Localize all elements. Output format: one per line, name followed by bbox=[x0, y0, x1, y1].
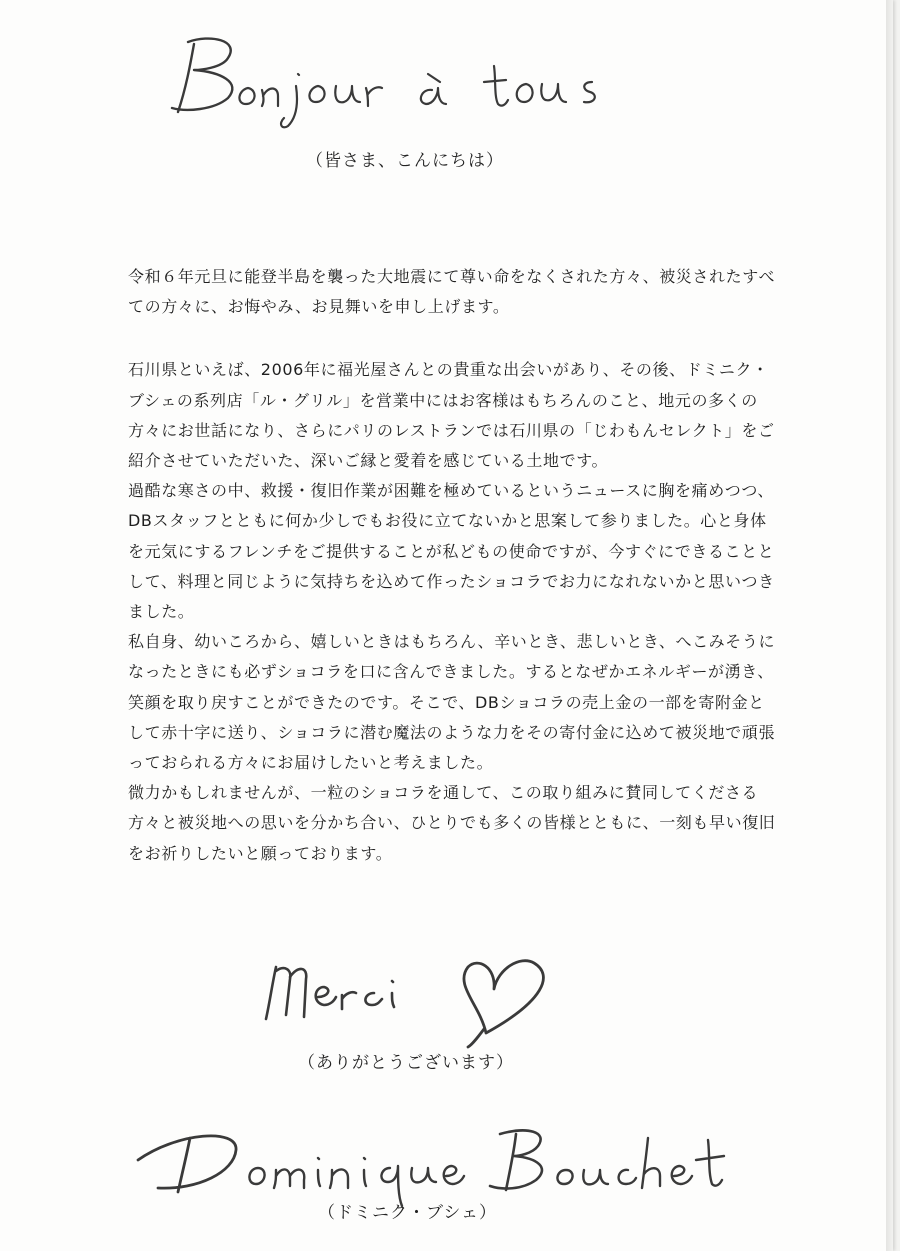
letter-body bbox=[128, 262, 778, 869]
thanks-translation: （ありがとうございます） bbox=[298, 1053, 514, 1073]
paragraph-chocolat-idea: 過酷な寒さの中、救援・復旧作業が困難を極めているというニュースに胸を痛めつつ、DBスタッフとともに何か少しでもお役に立てないかと思案して参りました。心と身体を元気にするフレンチをご提供することが私どもの使命ですが、今すぐにできることとして、料理と同じように気持ちを込めて作ったショコラでお力になれないかと思いつきました。 bbox=[128, 481, 775, 622]
paragraph-condolence: 令和６年元旦に能登半島を襲った大地震にて尊い命をなくされた方々、被災されたすべての方々に、お悔やみ、お見舞いを申し上げます。 bbox=[128, 267, 776, 317]
page-edge bbox=[886, 0, 893, 1251]
greeting-translation: （皆さま、こんにちは） bbox=[306, 151, 504, 171]
paragraph-closing: 微力かもしれませんが、一粒のショコラを通して、この取り組みに賛同してくださる方々と被災地への思いを分かち合い、ひとりでも多くの皆様とともに、一刻も早い復旧をお祈りしたいと願っております。 bbox=[128, 783, 776, 863]
signature-translation: （ドミニク・ブシェ） bbox=[318, 1203, 497, 1223]
merci-handwriting bbox=[258, 945, 588, 1055]
paragraph-donation: 私自身、幼いころから、嬉しいときはもちろん、辛いとき、悲しいとき、へこみそうになったときにも必ずショコラを口に含んできました。するとなぜかエネルギーが湧き、笑顔を取り戻すことができたのです。そこで、DBショコラの売上金の一部を寄附金として赤十字に送り、ショコラに潜む魔法のような力をその寄付金に込めて被災地で頑張っておられる方々にお届けしたいと考えました。 bbox=[128, 632, 776, 773]
signature-handwriting bbox=[118, 1110, 768, 1210]
greeting-handwriting bbox=[150, 30, 650, 130]
paragraph-ishikawa: 石川県といえば、2006年に福光屋さんとの貴重な出会いがあり、その後、ドミニク・ブシェの系列店「ル・グリル」を営業中にはお客様はもちろんのこと、地元の多くの方々にお世話になり、さらにパリのレストランでは石川県の「じわもんセレクト」をご紹介させていただいた、深いご縁と愛着を感じている土地です。 bbox=[128, 360, 775, 471]
